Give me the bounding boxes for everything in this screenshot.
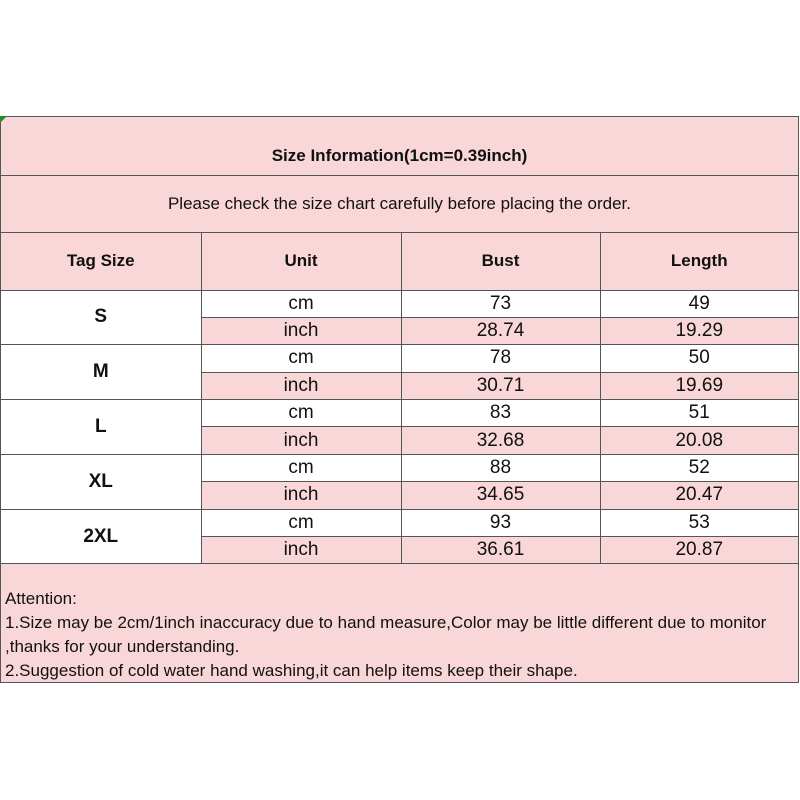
- length-cell: 50: [600, 345, 798, 372]
- table-row: [1, 290, 798, 317]
- tag-size-cell: S: [1, 290, 201, 345]
- table-row: [1, 509, 798, 536]
- unit-cell: inch: [201, 427, 401, 454]
- length-cell: 53: [600, 509, 798, 536]
- length-cell: 20.47: [600, 482, 798, 509]
- attention-line-1: 1.Size may be 2cm/1inch inaccuracy due to hand measure,Color may be little different due to monitor ,thanks for your understanding.: [5, 613, 767, 656]
- bust-cell: 93: [401, 509, 600, 536]
- header-tag-size: Tag Size: [1, 233, 201, 290]
- table-row: [1, 454, 798, 481]
- unit-cell: inch: [201, 317, 401, 344]
- attention-notes: [5, 587, 797, 683]
- table-row: [1, 345, 798, 372]
- unit-cell: cm: [201, 454, 401, 481]
- chart-title: Size Information(1cm=0.39inch): [1, 117, 798, 176]
- order-note: Please check the size chart carefully before placing the order.: [1, 176, 798, 233]
- bust-cell: 83: [401, 400, 600, 427]
- unit-cell: inch: [201, 482, 401, 509]
- length-cell: 52: [600, 454, 798, 481]
- tag-size-cell: XL: [1, 454, 201, 509]
- corner-marker: [0, 116, 7, 123]
- attention-heading: Attention:: [5, 589, 77, 608]
- unit-cell: inch: [201, 372, 401, 399]
- bust-cell: 30.71: [401, 372, 600, 399]
- size-chart: [0, 116, 799, 683]
- attention-line-2: 2.Suggestion of cold water hand washing,it can help items keep their shape.: [5, 661, 578, 680]
- header-unit: Unit: [201, 233, 401, 290]
- tag-size-cell: L: [1, 400, 201, 455]
- length-cell: 49: [600, 290, 798, 317]
- bust-cell: 34.65: [401, 482, 600, 509]
- length-cell: 20.87: [600, 537, 798, 564]
- length-cell: 19.29: [600, 317, 798, 344]
- unit-cell: inch: [201, 537, 401, 564]
- bust-cell: 78: [401, 345, 600, 372]
- bust-cell: 88: [401, 454, 600, 481]
- length-cell: 51: [600, 400, 798, 427]
- bust-cell: 32.68: [401, 427, 600, 454]
- header-bust: Bust: [401, 233, 600, 290]
- length-cell: 20.08: [600, 427, 798, 454]
- bust-cell: 73: [401, 290, 600, 317]
- tag-size-cell: 2XL: [1, 509, 201, 564]
- unit-cell: cm: [201, 345, 401, 372]
- tag-size-cell: M: [1, 345, 201, 400]
- size-table: [1, 233, 798, 564]
- length-cell: 19.69: [600, 372, 798, 399]
- bust-cell: 28.74: [401, 317, 600, 344]
- unit-cell: cm: [201, 290, 401, 317]
- unit-cell: cm: [201, 509, 401, 536]
- header-length: Length: [600, 233, 798, 290]
- unit-cell: cm: [201, 400, 401, 427]
- bust-cell: 36.61: [401, 537, 600, 564]
- table-row: [1, 400, 798, 427]
- header-row: [1, 233, 798, 290]
